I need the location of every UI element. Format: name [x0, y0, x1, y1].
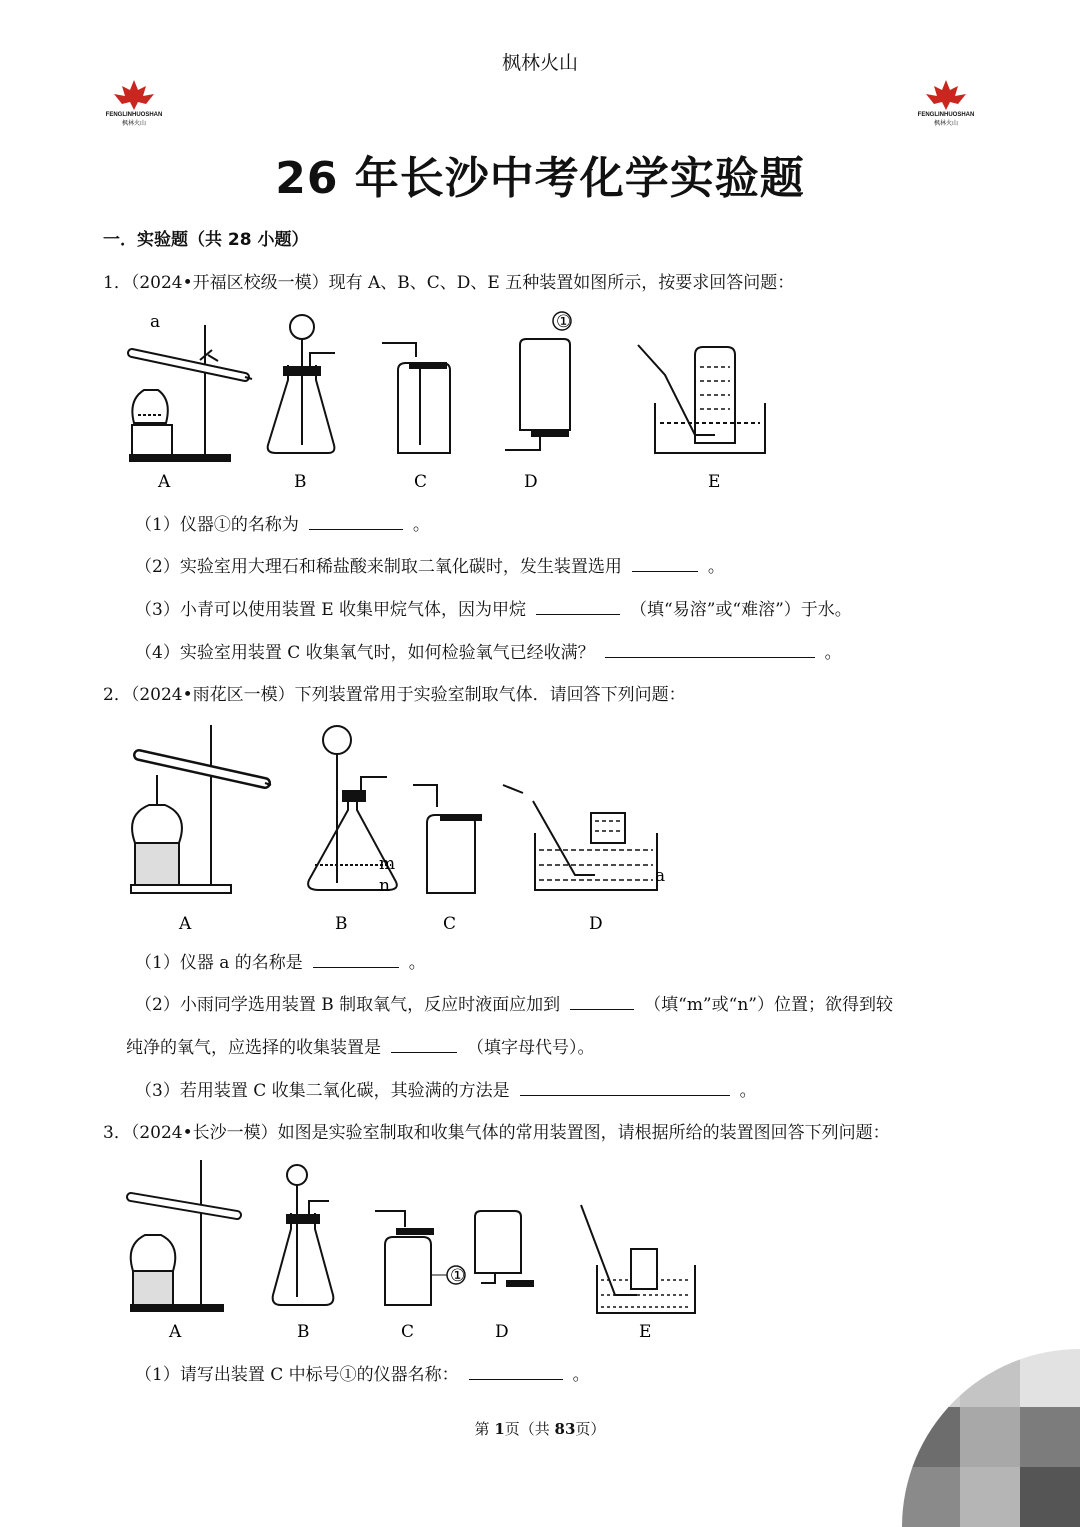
- section-heading: 一．实验题（共 28 小题）: [103, 230, 309, 250]
- answer-blank[interactable]: [309, 515, 403, 530]
- answer-blank[interactable]: [536, 600, 620, 615]
- logo-text-en: FENGLINHUOSHAN: [917, 112, 975, 118]
- maple-leaf-icon: [104, 78, 164, 112]
- figure-label-A: A: [158, 472, 171, 492]
- question-2-part-1: （1）仪器 a 的名称是 。: [135, 953, 426, 973]
- figure-label-B: B: [335, 914, 348, 934]
- figure-mark-a: a: [655, 866, 666, 886]
- question-2-part-3: （3）若用装置 C 收集二氧化碳，其验满的方法是 。: [135, 1081, 757, 1101]
- logo-text-cn: 枫林火山: [933, 120, 958, 127]
- figure-label-D: D: [589, 914, 603, 934]
- answer-blank[interactable]: [469, 1365, 563, 1380]
- answer-blank[interactable]: [570, 995, 634, 1010]
- question-2-part-2-cont: 纯净的氧气，应选择的收集装置是 （填字母代号）。: [126, 1038, 595, 1058]
- figure-label-D: D: [524, 472, 538, 492]
- question-1-part-1: （1）仪器①的名称为 。: [135, 515, 430, 535]
- maple-leaf-icon: [916, 78, 976, 112]
- answer-blank[interactable]: [605, 643, 815, 658]
- logo-text-cn: 枫林火山: [121, 120, 146, 127]
- question-1-figure: [120, 305, 780, 492]
- page-title: 26 年长沙中考化学实验题: [275, 153, 805, 204]
- question-2-part-2: （2）小雨同学选用装置 B 制取氧气，反应时液面应加到 （填“m”或“n”）位置；欲得到较: [135, 995, 893, 1015]
- page-footer: 第 1页（共 83页）: [474, 1420, 606, 1438]
- question-1-part-3: （3）小青可以使用装置 E 收集甲烷气体，因为甲烷 （填“易溶”或“难溶”）于水。: [135, 600, 852, 620]
- figure-mark-circle-1: ①: [450, 1266, 466, 1286]
- current-page-number: 1: [494, 1420, 505, 1438]
- logo-text-en: FENGLINHUOSHAN: [105, 112, 163, 118]
- figure-mark-n: n: [379, 876, 390, 896]
- answer-blank[interactable]: [632, 557, 698, 572]
- figure-label-B: B: [297, 1322, 310, 1342]
- figure-label-B: B: [294, 472, 307, 492]
- figure-label-C: C: [414, 472, 428, 492]
- figure-label-A: A: [179, 914, 192, 934]
- figure-mark-m: m: [379, 854, 396, 874]
- answer-blank[interactable]: [391, 1038, 457, 1053]
- figure-label-C: C: [401, 1322, 415, 1342]
- question-3-figure: [125, 1155, 705, 1345]
- page-header-brand: 枫林火山: [501, 52, 578, 74]
- corner-mosaic-overlay: [840, 1347, 1080, 1527]
- figure-mark-a: a: [150, 312, 161, 332]
- question-3-stem: 3．（2024•长沙一模）如图是实验室制取和收集气体的常用装置图，请根据所给的装置图回答下列问题：: [103, 1123, 890, 1143]
- brand-logo-right: [916, 78, 976, 128]
- figure-label-A: A: [169, 1322, 182, 1342]
- total-page-count: 83: [554, 1420, 576, 1438]
- figure-mark-circle-1: ①: [556, 312, 572, 332]
- question-1-part-2: （2）实验室用大理石和稀盐酸来制取二氧化碳时，发生装置选用 。: [135, 557, 725, 577]
- question-3-part-1: （1）请写出装置 C 中标号①的仪器名称： 。: [135, 1365, 590, 1385]
- question-2-figure: [125, 715, 685, 935]
- question-1-stem: 1．（2024•开福区校级一模）现有 A、B、C、D、E 五种装置如图所示，按要求回答问题：: [103, 273, 795, 293]
- figure-label-D: D: [495, 1322, 509, 1342]
- figure-label-C: C: [443, 914, 457, 934]
- figure-label-E: E: [639, 1322, 652, 1342]
- question-1-part-4: （4）实验室用装置 C 收集氧气时，如何检验氧气已经收满？ 。: [135, 643, 842, 663]
- answer-blank[interactable]: [520, 1081, 730, 1096]
- figure-label-E: E: [708, 472, 721, 492]
- question-2-stem: 2．（2024•雨花区一模）下列装置常用于实验室制取气体．请回答下列问题：: [103, 685, 686, 705]
- brand-logo-left: [104, 78, 164, 128]
- answer-blank[interactable]: [313, 953, 399, 968]
